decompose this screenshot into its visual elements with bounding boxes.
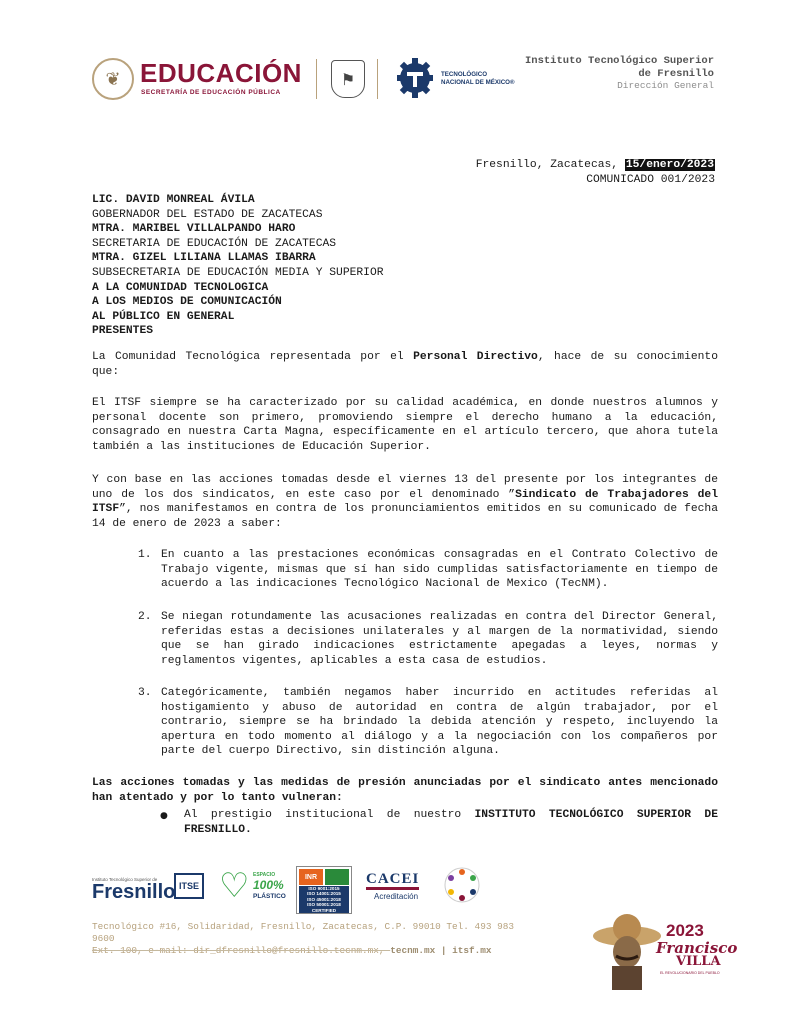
list-text: En cuanto a las prestaciones económicas consagradas en el Contrato Colectivo de Trabajo vigente, mismas que sí han sido cumplidas satisfactoriamente en tiempo de acuerdo a las indicaciones Tecnológico Nacional de Mexico (TecNM).: [161, 549, 718, 591]
recipient-line: MTRA. GIZEL LILIANA LLAMAS IBARRA: [92, 252, 316, 265]
recipient-line: PRESENTES: [92, 325, 154, 338]
mexico-coat-of-arms-icon: ❦: [92, 58, 134, 100]
tecnm-gear-icon: [397, 56, 433, 100]
equality-ring-icon: [443, 866, 481, 904]
bullet-text-start: Al prestigio institucional de nuestro: [184, 809, 475, 821]
cacei-subtitle: Acreditación: [374, 892, 419, 901]
intro-bold: Personal Directivo: [413, 351, 538, 363]
address-line: Tecnológico #16, Solidaridad, Fresnillo, Zacatecas, C.P. 99010 Tel. 493 983: [92, 921, 514, 932]
header-divider: [377, 59, 378, 99]
conclusion-paragraph: Las acciones tomadas y las medidas de presión anunciadas por el sindicato antes mencionado han atentado y por lo tanto vulneran:: [92, 777, 718, 804]
union-paragraph: [92, 473, 718, 531]
recipients-block: [92, 193, 384, 339]
date-block: [476, 158, 715, 187]
list-number: 3.: [138, 687, 152, 699]
institute-name-line1: Instituto Tecnológico Superior: [524, 55, 714, 67]
list-number: 2.: [138, 611, 152, 623]
tecnm-line1: TECNOLÓGICO: [441, 71, 488, 78]
iso-line: ISO 50001:2018: [307, 902, 341, 908]
footer-address: [92, 921, 582, 957]
year-label: 2023: [666, 921, 704, 940]
plastic-free-word: PLÁSTICO: [253, 893, 286, 900]
itsf-logo: [92, 877, 175, 902]
iso-line: CERTIFIED: [311, 907, 337, 913]
educacion-logo-title: EDUCACIÓN: [140, 58, 302, 88]
intro-text-end: , hace de su conocimiento que:: [92, 351, 718, 378]
tecnm-logo-text: [441, 71, 515, 87]
header-divider: [316, 59, 317, 99]
villa-label: VILLA: [676, 954, 721, 969]
recipient-line: LIC. DAVID MONREAL ÁVILA: [92, 194, 255, 206]
list-item: [138, 548, 718, 592]
recipient-line: GOBERNADOR DEL ESTADO DE ZACATECAS: [92, 208, 323, 221]
bullet-text: [184, 808, 718, 837]
communique-number: COMUNICADO 001/2023: [586, 173, 715, 186]
recipient-line: A LOS MEDIOS DE COMUNICACIÓN: [92, 296, 282, 309]
cacei-title: CACEI: [366, 872, 419, 890]
intro-paragraph: [92, 350, 718, 379]
tecnm-line2: NACIONAL DE MÉXICO®: [441, 79, 515, 86]
iso-certification-logo: [296, 866, 352, 914]
iso-list: [299, 886, 349, 913]
list-number: 1.: [138, 549, 152, 561]
bullet-text-bold: INSTITUTO TECNOLÓGICO SUPERIOR DE FRESNILLO.: [184, 809, 718, 836]
inr-label: INR: [299, 869, 323, 885]
address-email: Ext. 100, e-mail: dir_dfresnillo@fresnillo.tecnm.mx,: [92, 945, 391, 956]
iso-line: ISO 14001:2015: [307, 891, 341, 897]
recipient-line: AL PÚBLICO EN GENERAL: [92, 310, 235, 323]
plastic-free-logo: [219, 866, 286, 908]
institute-header: [525, 55, 714, 93]
recipient-line: MTRA. MARIBEL VILLALPANDO HARO: [92, 223, 296, 236]
iso-line: ISO 9001:2015: [308, 886, 340, 891]
institute-department: Dirección General: [617, 80, 714, 91]
intro-text: La Comunidad Tecnológica representada por el: [92, 351, 414, 363]
date-highlight: 15/enero/2023: [625, 159, 714, 171]
itse-logo: ITSE: [174, 873, 204, 899]
zacatecas-crest-icon: ⚑: [331, 60, 365, 98]
itsf-logo-small: Instituto Tecnológico Superior de: [92, 877, 158, 882]
website-links: tecnm.mx | itsf.mx: [390, 945, 492, 956]
educacion-logo-subtitle: SECRETARÍA DE EDUCACIÓN PÚBLICA: [141, 89, 281, 96]
list-item: [138, 686, 718, 759]
date-place: Fresnillo, Zacatecas,: [475, 159, 619, 171]
list-item: [138, 610, 718, 668]
quality-paragraph: El ITSF siempre se ha caracterizado por su calidad académica, en donde nuestros alumnos y personal docente son primero, promoviendo siempre el derecho humano a la educación, consagrado en nuestra Carta Magna, específicamente en el artículo tercero, que ahora tutela también a las instituciones de Educación Superior.: [92, 397, 718, 453]
globe-icon: [325, 869, 349, 885]
recipient-line: A LA COMUNIDAD TECNOLOGICA: [92, 281, 269, 294]
union-text-end: ”, nos manifestamos en contra de los pronunciamientos emitidos en su comunicado de fecha 14 de enero de 2023 a saber:: [92, 503, 718, 530]
recipient-line: SUBSECRETARIA DE EDUCACIÓN MEDIA Y SUPERIOR: [92, 266, 384, 279]
plastic-free-percent: 100%: [253, 878, 284, 892]
bullet-item: [160, 808, 718, 837]
plastic-free-label: ESPACIO: [253, 872, 276, 878]
address-line: 9600: [92, 933, 115, 944]
recipient-line: SECRETARIA DE EDUCACIÓN DE ZACATECAS: [92, 237, 337, 250]
union-text: Y con base en las acciones tomadas desde el viernes 13 del presente por los integrantes de uno de los dos sindicatos, en este caso por el denominado ”: [92, 474, 718, 501]
list-text: Categóricamente, también negamos haber incurrido en actitudes referidas al hostigamiento y abuso de autoridad en contra de algún trabajador, por el contrario, siempre se ha brindado la debida atención y respeto, incluyendo la apertura en todo momento al diálogo y a la negociación con los compañeros por parte del cuerpo Directivo, sin distinción alguna.: [161, 687, 718, 758]
cacei-logo: [366, 872, 419, 901]
list-text: Se niegan rotundamente las acusaciones realizadas en contra del Director General, referidas estas a decisiones unilaterales y al margen de la normatividad, siendo que se han girado indicaciones estrictamente apegadas a leyes, normas y reglamentos vigentes, aplicables a esta casa de estudios.: [161, 611, 718, 667]
bullet-dot-icon: ●: [160, 811, 168, 821]
institute-name-line2: de Fresnillo: [638, 67, 714, 80]
iso-line: ISO 45001:2018: [307, 896, 341, 902]
union-name-bold: Sindicato de Trabajadores del ITSF: [92, 488, 718, 516]
itsf-logo-big: Fresnillo: [92, 881, 176, 903]
francisco-label: Francisco: [656, 939, 738, 957]
heart-icon: ♡: [219, 866, 250, 906]
villa-subtitle: EL REVOLUCIONARIO DEL PUEBLO: [660, 971, 720, 975]
